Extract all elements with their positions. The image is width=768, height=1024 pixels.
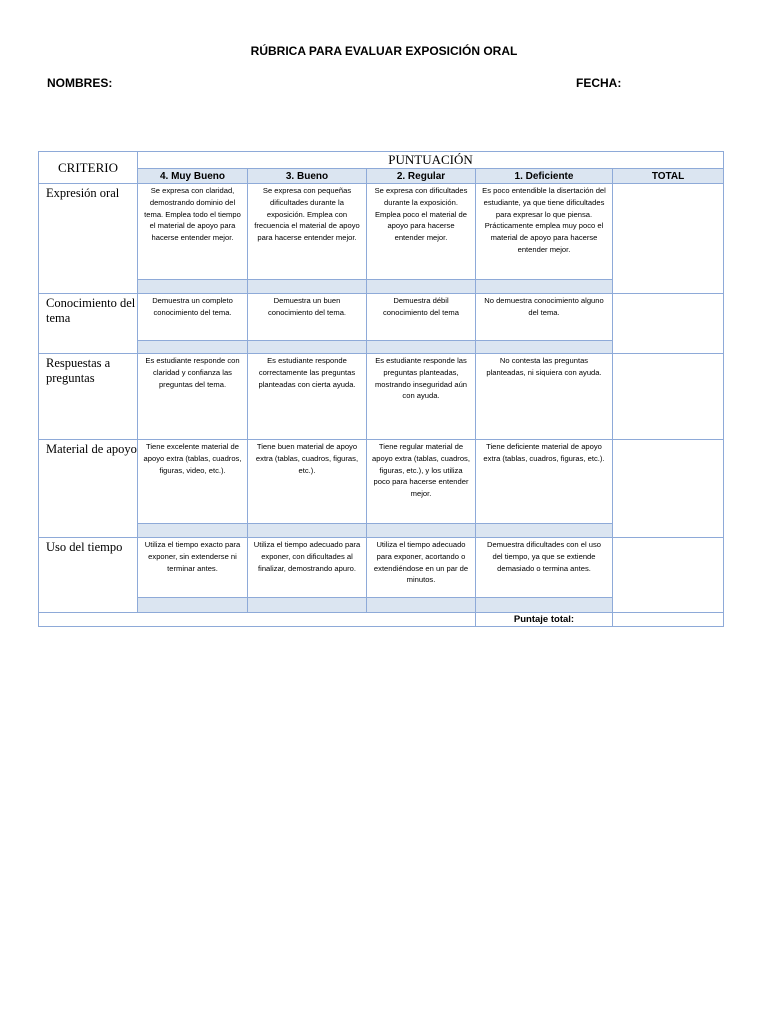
- score-cell[interactable]: [138, 524, 248, 538]
- blank-cell: [39, 613, 476, 627]
- descriptor-cell: Es estudiante responde las preguntas planteadas, mostrando inseguridad aún con ayuda.: [367, 354, 476, 440]
- total-cell[interactable]: [613, 184, 724, 294]
- score-cell[interactable]: [367, 280, 476, 294]
- descriptor-cell: Tiene buen material de apoyo extra (tablas, cuadros, figuras, etc.).: [248, 440, 367, 524]
- descriptor-cell: Tiene regular material de apoyo extra (tablas, cuadros, figuras, etc.), y los utiliza poco para hacerse entender mejor.: [367, 440, 476, 524]
- nombres-label: NOMBRES:: [47, 76, 113, 90]
- criterion-name: Conocimiento del tema: [39, 294, 138, 354]
- criterio-header: CRITERIO: [39, 152, 138, 184]
- puntaje-total-value[interactable]: [613, 613, 724, 627]
- level-header: 2. Regular: [367, 169, 476, 184]
- criterion-name: Uso del tiempo: [39, 538, 138, 613]
- descriptor-cell: Demuestra débil conocimiento del tema: [367, 294, 476, 341]
- criterion-name: Respuestas a preguntas: [39, 354, 138, 440]
- descriptor-cell: Es estudiante responde con claridad y confianza las preguntas del tema.: [138, 354, 248, 440]
- fecha-label: FECHA:: [576, 76, 622, 90]
- descriptor-cell: Demuestra dificultades con el uso del tiempo, ya que se extiende demasiado o termina antes.: [476, 538, 613, 598]
- criterion-row: [39, 354, 724, 440]
- score-cell[interactable]: [476, 598, 613, 613]
- total-cell[interactable]: [613, 354, 724, 440]
- descriptor-cell: No contesta las preguntas planteadas, ni siquiera con ayuda.: [476, 354, 613, 440]
- score-cell[interactable]: [138, 341, 248, 354]
- score-cell[interactable]: [367, 524, 476, 538]
- criterion-name: Material de apoyo: [39, 440, 138, 538]
- score-cell[interactable]: [248, 598, 367, 613]
- score-cell[interactable]: [138, 598, 248, 613]
- descriptor-cell: Demuestra un buen conocimiento del tema.: [248, 294, 367, 341]
- score-cell[interactable]: [476, 524, 613, 538]
- criterion-row: [39, 294, 724, 341]
- levels-row: [39, 169, 724, 184]
- descriptor-cell: Tiene deficiente material de apoyo extra (tablas, cuadros, figuras, etc.).: [476, 440, 613, 524]
- puntaje-total-row: [39, 613, 724, 627]
- puntaje-total-label: Puntaje total:: [476, 613, 613, 627]
- criterion-row: [39, 440, 724, 524]
- score-cell[interactable]: [476, 280, 613, 294]
- score-cell[interactable]: [248, 524, 367, 538]
- descriptor-cell: Se expresa con dificultades durante la exposición. Emplea poco el material de apoyo para hacerse entender mejor.: [367, 184, 476, 280]
- descriptor-cell: Se expresa con pequeñas dificultades durante la exposición. Emplea con frecuencia el material de apoyo para hacerse entender mejor.: [248, 184, 367, 280]
- level-header: 3. Bueno: [248, 169, 367, 184]
- descriptor-cell: Es estudiante responde correctamente las preguntas planteadas con cierta ayuda.: [248, 354, 367, 440]
- criterion-name: Expresión oral: [39, 184, 138, 294]
- puntuacion-header: PUNTUACIÓN: [138, 152, 724, 169]
- score-cell[interactable]: [367, 598, 476, 613]
- header-row: [39, 152, 724, 169]
- descriptor-cell: Es poco entendible la disertación del estudiante, ya que tiene dificultades para expresar lo que piensa. Prácticamente emplea muy poco el material de apoyo para hacerse entender mejor.: [476, 184, 613, 280]
- level-header: 1. Deficiente: [476, 169, 613, 184]
- score-cell[interactable]: [476, 341, 613, 354]
- total-cell[interactable]: [613, 440, 724, 538]
- descriptor-cell: Demuestra un completo conocimiento del tema.: [138, 294, 248, 341]
- descriptor-cell: Utiliza el tiempo adecuado para exponer, acortando o extendiéndose en un par de minutos.: [367, 538, 476, 598]
- score-cell[interactable]: [367, 341, 476, 354]
- level-header: 4. Muy Bueno: [138, 169, 248, 184]
- criterion-row: [39, 538, 724, 598]
- descriptor-cell: Utiliza el tiempo adecuado para exponer, con dificultades al finalizar, demostrando apuro.: [248, 538, 367, 598]
- criterion-row: [39, 184, 724, 280]
- document-title: RÚBRICA PARA EVALUAR EXPOSICIÓN ORAL: [250, 44, 518, 58]
- rubric-table: [38, 151, 724, 627]
- total-cell[interactable]: [613, 538, 724, 613]
- descriptor-cell: No demuestra conocimiento alguno del tema.: [476, 294, 613, 341]
- descriptor-cell: Tiene excelente material de apoyo extra (tablas, cuadros, figuras, video, etc.).: [138, 440, 248, 524]
- score-cell[interactable]: [248, 341, 367, 354]
- score-cell[interactable]: [248, 280, 367, 294]
- descriptor-cell: Utiliza el tiempo exacto para exponer, sin extenderse ni terminar antes.: [138, 538, 248, 598]
- total-cell[interactable]: [613, 294, 724, 354]
- descriptor-cell: Se expresa con claridad, demostrando dominio del tema. Emplea todo el tiempo el material de apoyo para hacerse entender mejor.: [138, 184, 248, 280]
- score-cell[interactable]: [138, 280, 248, 294]
- total-header: TOTAL: [613, 169, 724, 184]
